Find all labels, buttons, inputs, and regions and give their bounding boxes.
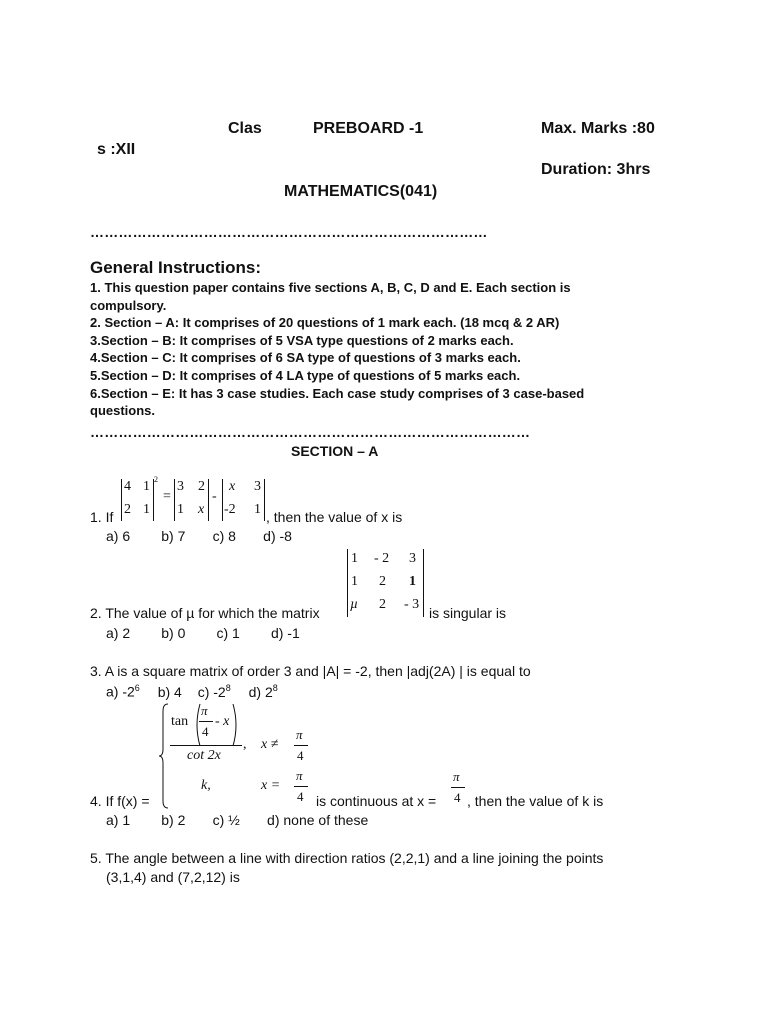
instruction-line: 3.Section – B: It comprises of 5 VSA type questions of 2 marks each.	[90, 332, 514, 348]
q1-m3-cell: 3	[254, 479, 261, 494]
q1-prefix: 1. If	[90, 509, 114, 525]
q2-suffix: is singular is	[429, 605, 507, 621]
instruction-line: 5.Section – D: It comprises of 4 LA type of questions of 5 marks each.	[90, 367, 521, 383]
q3-option-c: c) -2	[197, 683, 226, 700]
instructions-list	[90, 279, 584, 420]
q4-comma: ,	[243, 737, 247, 752]
q1-equals: =	[163, 489, 171, 504]
q1-minus: -	[212, 489, 217, 504]
q4-middle: is continuous at x =	[316, 793, 437, 809]
q5-line2: (3,1,4) and (7,2,12) is	[106, 869, 240, 885]
instruction-line: 4.Section – C: It comprises of 6 SA type of questions of 3 marks each.	[90, 350, 521, 366]
q3-text: 3. A is a square matrix of order 3 and |A| = -2, then |adj(2A) | is equal to	[90, 663, 531, 679]
q4-four-case2: 4	[297, 789, 304, 804]
instruction-line: questions.	[90, 403, 156, 419]
q3-option-b: b) 4	[157, 683, 182, 700]
q1-m3-cell: 1	[254, 502, 261, 517]
q4-frac-pi: π	[453, 769, 460, 784]
q1-m2-cell: 3	[177, 479, 184, 494]
q4-options: a) 1 b) 2 c) ½ d) none of these	[106, 812, 369, 828]
right-paren-icon	[232, 703, 240, 747]
q3-options	[106, 683, 278, 700]
q1-m2-cell: 1	[177, 502, 184, 517]
duration: Duration: 3hrs	[541, 161, 651, 178]
q5-line1: 5. The angle between a line with direction ratios (2,2,1) and a line joining the points	[90, 850, 604, 866]
q1-m1-cell: 4	[124, 479, 131, 494]
subject-title: MATHEMATICS(041)	[284, 183, 438, 200]
q3-option-d: d) 2	[248, 683, 273, 700]
q1-m1-cell: 1	[143, 502, 150, 517]
q4-pi-case2: π	[296, 768, 303, 783]
section-title: SECTION – A	[291, 443, 379, 459]
q2-options: a) 2 b) 0 c) 1 d) -1	[106, 625, 300, 641]
q2-cell: µ	[350, 597, 359, 612]
q4-pi-top: π	[296, 727, 303, 742]
divider-bottom: …………………………………………………………………………………	[90, 424, 531, 440]
instruction-line: 1. This question paper contains five sections A, B, C, D and E. Each section is	[90, 280, 571, 295]
q3-option-a: a) -2	[106, 683, 135, 700]
q1-options: a) 6 b) 7 c) 8 d) -8	[106, 528, 292, 544]
q1-m3-cell: -2	[224, 502, 236, 517]
max-marks: Max. Marks :80	[541, 120, 655, 137]
instruction-line: compulsory.	[90, 297, 167, 313]
q3-option-a-exp: 6	[134, 683, 140, 693]
q4-suffix: , then the value of k is	[467, 793, 604, 809]
q2-prefix: 2. The value of µ for which the matrix	[90, 605, 320, 621]
q4-frac-four: 4	[454, 790, 461, 805]
divider-top: …………………………………………………………………………	[90, 224, 488, 240]
q2-cell: 1	[351, 551, 358, 566]
q4-four: 4	[202, 724, 209, 739]
q4-four-bottom: 4	[297, 748, 304, 763]
q4-cot: cot 2x	[187, 748, 221, 763]
q3-option-c-exp: 8	[225, 683, 231, 693]
q2-cell: 1	[351, 574, 358, 589]
q3-option-d-exp: 8	[272, 683, 278, 693]
q2-cell: 2	[379, 597, 386, 612]
q4-x-ne: x ≠	[261, 737, 279, 752]
instruction-line: 2. Section – A: It comprises of 20 questions of 1 mark each. (18 mcq & 2 AR)	[90, 315, 560, 331]
q2-cell: - 3	[404, 597, 420, 612]
class-label-b: s :XII	[97, 141, 136, 158]
q4-minus-x: - x	[215, 714, 230, 729]
q4-pi: π	[201, 703, 208, 718]
q4-prefix: 4. If f(x) =	[90, 793, 150, 809]
q1-exponent: 2	[154, 475, 158, 484]
q4-k: k,	[201, 778, 211, 793]
q1-m1-cell: 1	[143, 479, 150, 494]
q2-cell: - 2	[374, 551, 390, 566]
class-label-a: Clas	[228, 120, 262, 137]
q1-m2-cell: x	[198, 502, 205, 517]
instructions-title: General Instructions:	[90, 258, 261, 277]
q1-m3-cell: x	[229, 479, 236, 494]
q4-x-eq: x =	[261, 778, 281, 793]
q1-suffix: , then the value of x is	[266, 509, 403, 525]
q1-m2-cell: 2	[198, 479, 205, 494]
instruction-line: 6.Section – E: It has 3 case studies. Each case study comprises of 3 case-based	[90, 385, 585, 401]
q2-cell: 2	[379, 574, 386, 589]
left-brace-icon	[158, 703, 170, 809]
q2-cell: 3	[409, 551, 416, 566]
exam-title: PREBOARD -1	[313, 120, 424, 137]
q1-m1-cell: 2	[124, 502, 131, 517]
q2-cell: 1	[409, 574, 416, 589]
left-paren-icon	[193, 703, 201, 747]
q4-tan: tan	[171, 714, 189, 729]
